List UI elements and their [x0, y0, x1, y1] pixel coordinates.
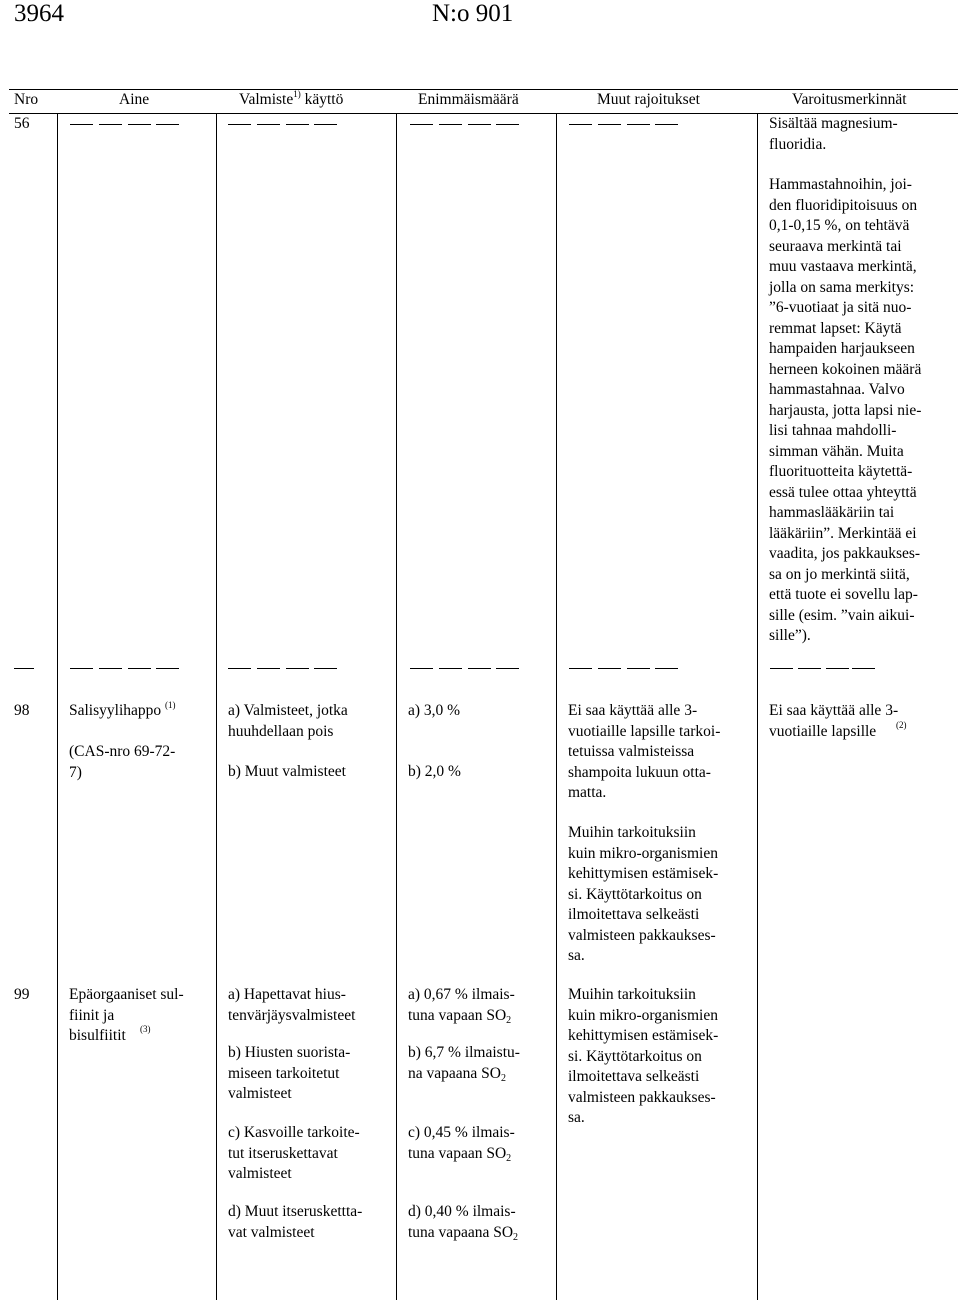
- header-varoitusmerkinnat: Varoitusmerkinnät: [792, 91, 907, 108]
- row99-max-d: d) 0,40 % ilmais- tuna vapaana $SO_2$: [408, 1203, 519, 1243]
- row99-valmiste-a: a) Hapettavat hius- tenvärjäysvalmisteet: [228, 986, 356, 1024]
- row98-nro: 98: [14, 702, 30, 719]
- column-divider: [556, 113, 557, 1300]
- row56-warning-toothpaste: Hammastahnoihin, joi- den fluoridipitoisuus on 0,1-0,15 %, on tehtävä seuraava merkintä tai muu vastaava merkintä, jolla on sama merkitys: ”6-vuotiaat ja sitä nuo- remmat lapset: Käytä hampaiden harjaukseen herneen kokoinen määrä hammastahnaa. Valvo harjausta, jotta lapsi nie- lisi tahnaa mahdolli- simman vähän. Muita fluorituotteita käytettä- essä tulee ottaa yhteyttä hammaslääkäriin tai lääkäriin”. Merkintää ei vaadita, jos pakkaukses- sa on jo merkintä siitä, että tuote ei sovellu lap- sille (esim. ”vain aikui- sille”).: [769, 176, 922, 644]
- row98-aine: Salisyylihappo $^{(1)}$: [69, 700, 176, 719]
- row98-muut-2: Muihin tarkoituksiin kuin mikro-organismien kehittymisen estämisek- si. Käyttötarkoitus on ilmoitettava selkeästi valmisteen pakkaukses- sa.: [568, 824, 719, 964]
- row99-muut: Muihin tarkoituksiin kuin mikro-organismien kehittymisen estämisek- si. Käyttötarkoitus on ilmoitettava selkeästi valmisteen pakkaukses- sa.: [568, 986, 719, 1126]
- header-enimmaismaara: Enimmäismäärä: [418, 91, 519, 108]
- row99-aine: Epäorgaaniset sul- fiinit ja bisulfiitit (3): [69, 986, 184, 1044]
- row98-max-b: b) 2,0 %: [408, 763, 461, 780]
- header-nro: Nro: [14, 91, 39, 108]
- row99-valmiste-d: d) Muut itseruskettta- vat valmisteet: [228, 1203, 363, 1241]
- row99-valmiste-b: b) Hiusten suorista- miseen tarkoitetut valmisteet: [228, 1044, 351, 1102]
- row98-valmiste-b: b) Muut valmisteet: [228, 763, 346, 780]
- header-aine: Aine: [119, 91, 150, 108]
- column-divider: [396, 113, 397, 1300]
- row99-nro: 99: [14, 986, 30, 1003]
- row56-nro: 56: [14, 115, 30, 132]
- header-muut-rajoitukset: Muut rajoitukset: [597, 91, 700, 108]
- page-number: 3964: [14, 0, 64, 27]
- row98-muut-1: Ei saa käyttää alle 3- vuotiaille lapsille tarkoi- tetuissa valmisteissa shampoita lukuun otta- matta.: [568, 702, 721, 801]
- row98-valmiste-a: a) Valmisteet, jotka huuhdellaan pois: [228, 702, 348, 740]
- column-divider: [216, 113, 217, 1300]
- issue-number: N:o 901: [432, 0, 514, 27]
- row98-max-a: a) 3,0 %: [408, 702, 461, 719]
- column-divider: [757, 113, 758, 1300]
- row99-valmiste-c: c) Kasvoille tarkoite- tut itseruskettavat valmisteet: [228, 1124, 360, 1182]
- row56-warning-magnesium: Sisältää magnesium- fluoridia.: [769, 115, 898, 153]
- row98-varoitus: Ei saa käyttää alle 3- vuotiaille lapsille (2): [769, 702, 907, 740]
- row99-max-b: b) 6,7 % ilmaistu- na vapaana $SO_2$: [408, 1044, 520, 1084]
- row99-max-a: a) 0,67 % ilmais- tuna vapaan $SO_2$: [408, 986, 515, 1026]
- table-top-rule: [9, 89, 958, 90]
- header-valmiste: Valmiste$^{1)}$ käyttö: [239, 89, 344, 108]
- column-divider: [57, 113, 58, 1300]
- row99-max-c: c) 0,45 % ilmais- tuna vapaan $SO_2$: [408, 1124, 515, 1164]
- row98-cas-number: (CAS-nro 69-72- 7): [69, 743, 176, 781]
